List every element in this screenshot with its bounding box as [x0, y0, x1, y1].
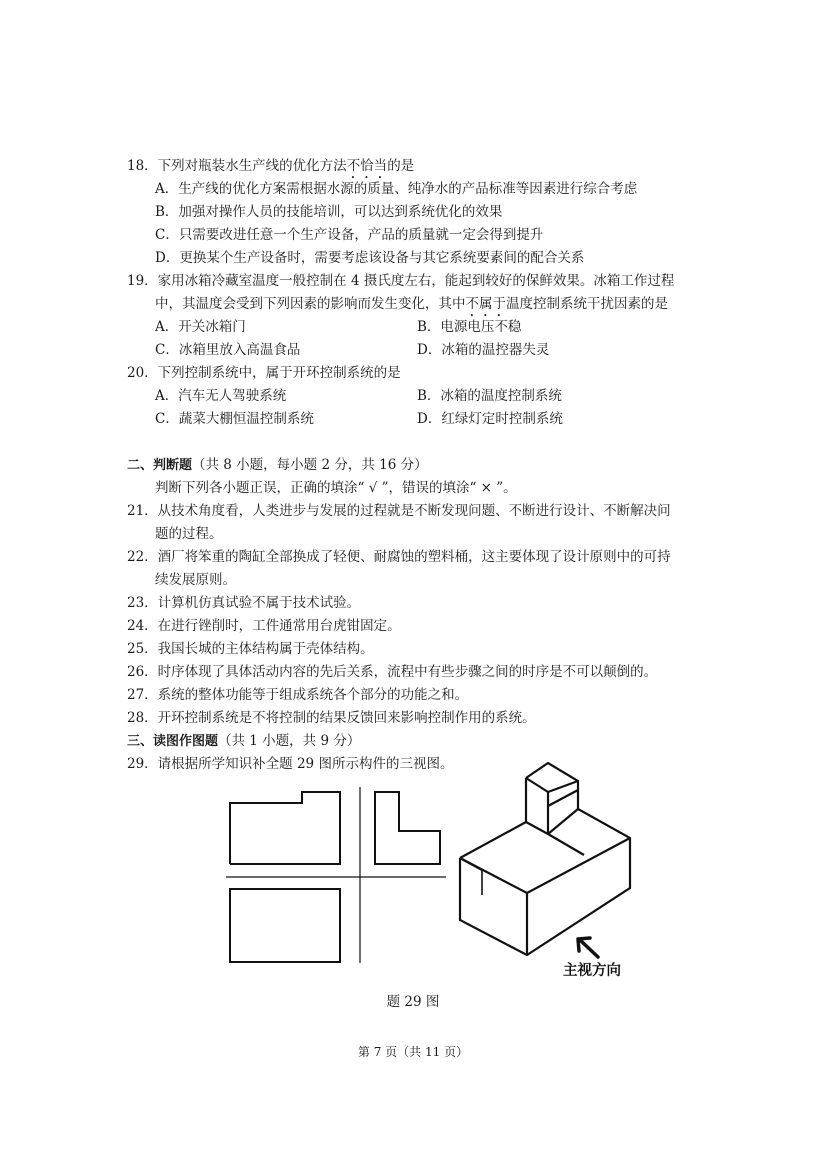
q22-line1: 22．酒厂将笨重的陶缸全部换成了轻便、耐腐蚀的塑料桶，这主要体现了设计原则中的可持 [127, 549, 671, 565]
q21-line1: 21．从技术角度看，人类进步与发展的过程就是不断发现问题、不断进行设计、不断解决问 [127, 503, 671, 519]
q20-option-c: C．蔬菜大棚恒温控制系统 [155, 411, 314, 427]
q20-option-a: A．汽车无人驾驶系统 [155, 388, 287, 404]
q19-option-b: B．电源电压不稳 [417, 319, 522, 335]
q28: 28．开环控制系统是不将控制的结果反馈回来影响控制作用的系统。 [127, 710, 536, 726]
q27: 27．系统的整体功能等于组成系统各个部分的功能之和。 [127, 687, 469, 703]
page-footer: 第 7 页（共 11 页） [357, 1045, 469, 1059]
q19-stem-line2: 中，其温度会受到下列因素的影响而发生变化，其中不属于温度控制系统干扰因素的是 [155, 296, 668, 312]
q18-stem: 18．下列对瓶装水生产线的优化方法不恰当的是 [127, 158, 415, 174]
q25: 25．我国长城的主体结构属于壳体结构。 [127, 641, 374, 657]
q19-emphasis: 不属于 [465, 296, 506, 312]
q18-emphasis: 不恰当 [346, 158, 388, 174]
figure-caption: 题 29 图 [386, 994, 440, 1010]
q20-option-b: B．冰箱的温度控制系统 [417, 388, 562, 404]
q18-option-a: A．生产线的优化方案需根据水源的质量、纯净水的产品标准等因素进行综合考虑 [155, 181, 638, 197]
q19-option-d: D．冰箱的温控器失灵 [417, 342, 550, 358]
top-view-outline [230, 889, 340, 962]
side-view-outline [375, 792, 440, 864]
q21-line2: 题的过程。 [155, 526, 223, 542]
q20-stem: 20．下列控制系统中，属于开环控制系统的是 [127, 365, 401, 381]
q19-option-a: A．开关冰箱门 [155, 319, 246, 335]
q18-option-b: B．加强对操作人员的技能培训，可以达到系统优化的效果 [155, 204, 503, 220]
section2-heading: 二、判断题（共 8 小题，每小题 2 分，共 16 分） [127, 457, 428, 473]
q26: 26．时序体现了具体活动内容的先后关系，流程中有些步骤之间的时序是不可以颠倒的。 [127, 664, 658, 680]
q20-option-d: D．红绿灯定时控制系统 [417, 411, 563, 427]
section2-instruction: 判断下列各小题正误，正确的填涂“ √ ”，错误的填涂“ × ”。 [155, 480, 517, 496]
q19-option-c: C．冰箱里放入高温食品 [155, 342, 301, 358]
arrow-icon [578, 938, 598, 957]
q19-stem-line1: 19．家用冰箱冷藏室温度一般控制在 4 摄氏度左右，能起到较好的保鲜效果。冰箱工作过程 [127, 273, 675, 289]
direction-label: 主视方向 [563, 963, 621, 979]
isometric-part [460, 763, 630, 955]
q24: 24．在进行锉削时，工件通常用台虎钳固定。 [127, 618, 401, 634]
q29-stem: 29．请根据所学知识补全题 29 图所示构件的三视图。 [127, 756, 454, 772]
q23: 23．计算机仿真试验不属于技术试验。 [127, 595, 361, 611]
q18-option-d: D．更换某个生产设备时，需要考虑该设备与其它系统要素间的配合关系 [155, 250, 585, 266]
front-view-outline [230, 792, 340, 864]
q18-option-c: C．只需要改进任意一个生产设备，产品的质量就一定会得到提升 [155, 227, 544, 243]
section3-heading: 三、读图作图题（共 1 小题，共 9 分） [127, 733, 361, 749]
q22-line2: 续发展原则。 [155, 572, 236, 588]
